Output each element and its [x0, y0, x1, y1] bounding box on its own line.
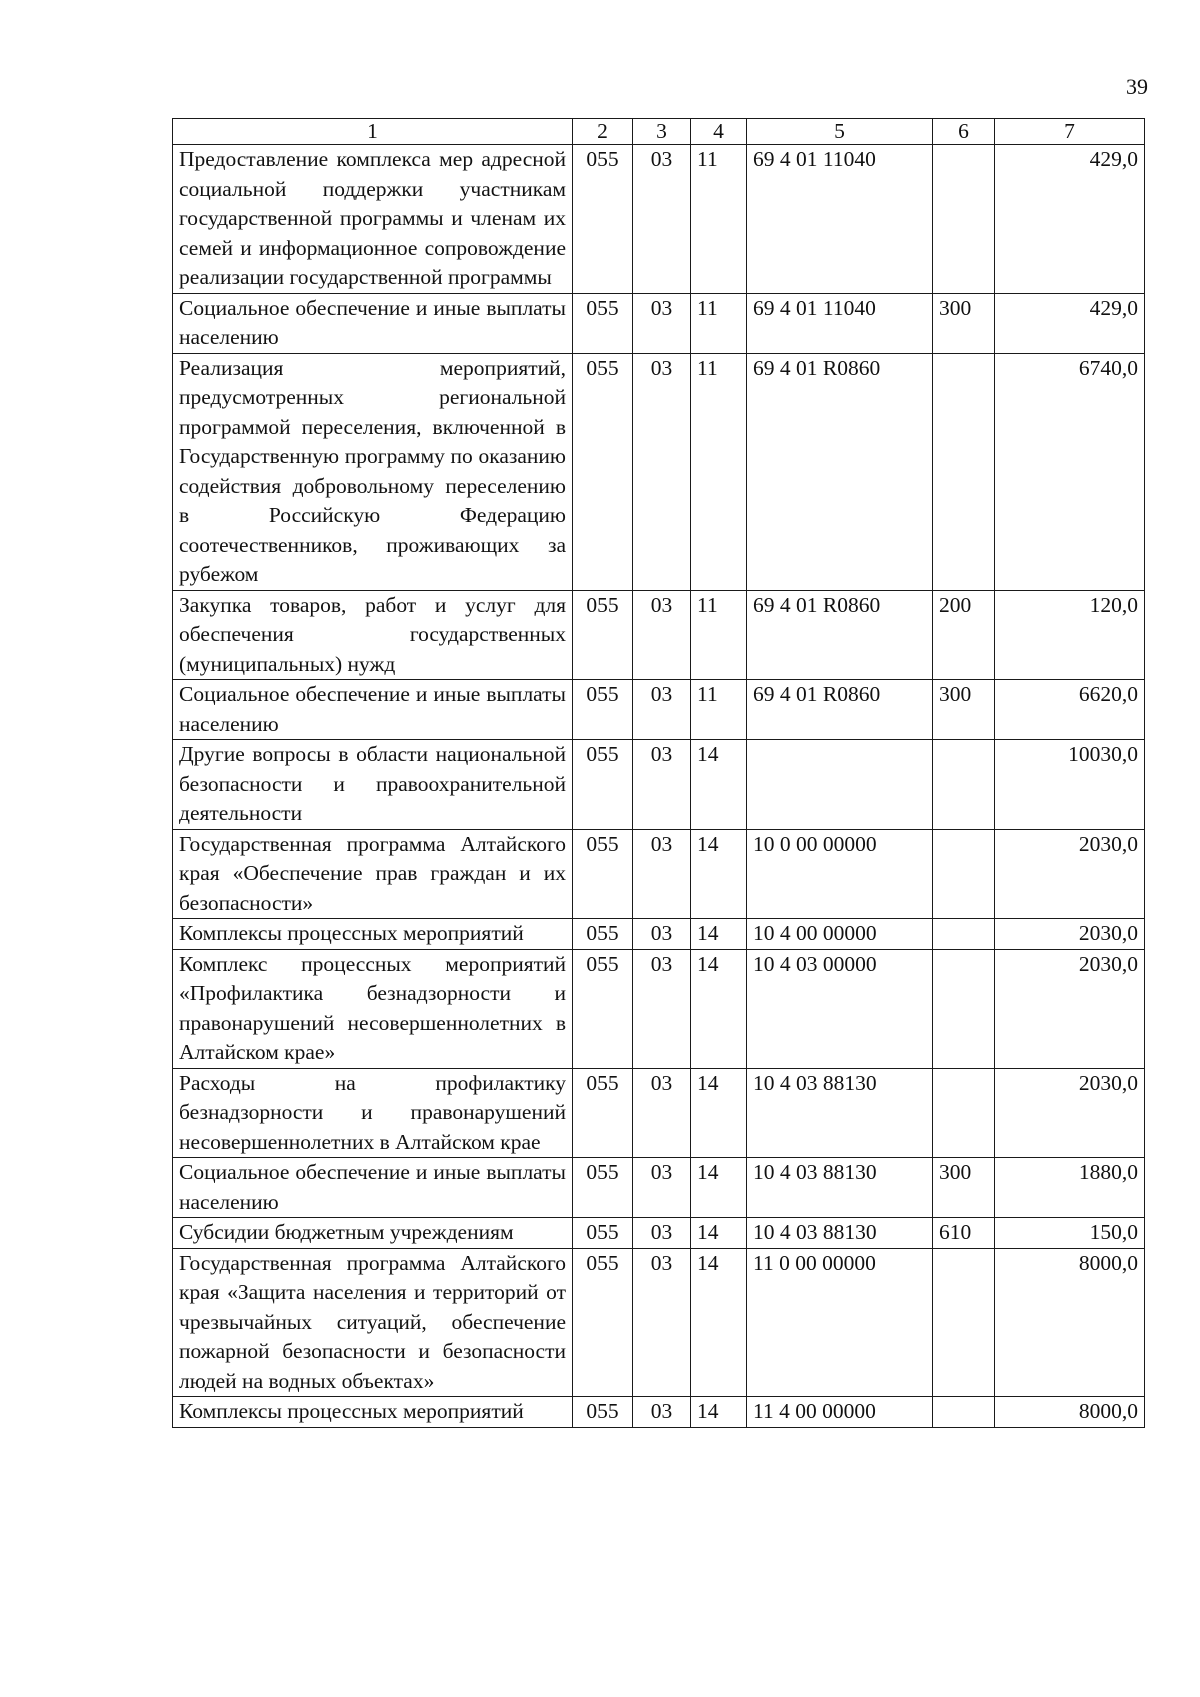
row-subsection: 14 [691, 949, 747, 1068]
row-target-article: 10 4 03 88130 [747, 1218, 933, 1249]
row-expense-type [933, 1068, 995, 1158]
header-col-3: 3 [633, 119, 691, 145]
row-section: 03 [633, 1397, 691, 1428]
header-col-1: 1 [173, 119, 573, 145]
row-ministry-code: 055 [573, 740, 633, 830]
row-subsection: 11 [691, 145, 747, 294]
table-row [173, 590, 1145, 680]
row-section: 03 [633, 145, 691, 294]
row-target-article: 69 4 01 R0860 [747, 353, 933, 590]
table-row [173, 145, 1145, 294]
row-ministry-code: 055 [573, 353, 633, 590]
row-section: 03 [633, 949, 691, 1068]
table-row [173, 353, 1145, 590]
row-name: Комплексы процессных мероприятий [173, 1397, 573, 1428]
header-col-7: 7 [995, 119, 1145, 145]
row-section: 03 [633, 293, 691, 353]
table-row [173, 949, 1145, 1068]
row-subsection: 14 [691, 1218, 747, 1249]
row-ministry-code: 055 [573, 680, 633, 740]
row-section: 03 [633, 680, 691, 740]
header-col-4: 4 [691, 119, 747, 145]
row-expense-type: 300 [933, 680, 995, 740]
row-name: Государственная программа Алтайского края «Обеспечение прав граждан и их безопасности» [173, 829, 573, 919]
row-amount: 2030,0 [995, 949, 1145, 1068]
table-row [173, 293, 1145, 353]
row-expense-type [933, 829, 995, 919]
row-amount: 2030,0 [995, 919, 1145, 950]
table-row [173, 680, 1145, 740]
row-subsection: 14 [691, 829, 747, 919]
row-name: Расходы на профилактику безнадзорности и правонарушений несовершеннолетних в Алтайском крае [173, 1068, 573, 1158]
table-body [173, 145, 1145, 1428]
row-amount: 2030,0 [995, 1068, 1145, 1158]
row-name: Комплекс процессных мероприятий «Профилактика безнадзорности и правонарушений несовершеннолетних в Алтайском крае» [173, 949, 573, 1068]
row-name: Реализация мероприятий, предусмотренных региональной программой переселения, включенной в Государственную программу по оказанию содействия добровольному переселению в Российскую Федерацию соотечественников, проживающих за рубежом [173, 353, 573, 590]
row-ministry-code: 055 [573, 1068, 633, 1158]
row-target-article: 10 0 00 00000 [747, 829, 933, 919]
row-expense-type: 610 [933, 1218, 995, 1249]
header-row [173, 119, 1145, 145]
row-name: Социальное обеспечение и иные выплаты населению [173, 680, 573, 740]
row-target-article: 10 4 00 00000 [747, 919, 933, 950]
row-section: 03 [633, 919, 691, 950]
table-row [173, 1158, 1145, 1218]
header-col-5: 5 [747, 119, 933, 145]
row-ministry-code: 055 [573, 145, 633, 294]
table-row [173, 1068, 1145, 1158]
row-section: 03 [633, 590, 691, 680]
row-section: 03 [633, 740, 691, 830]
row-name: Закупка товаров, работ и услуг для обеспечения государственных (муниципальных) нужд [173, 590, 573, 680]
table-row [173, 1218, 1145, 1249]
row-ministry-code: 055 [573, 1397, 633, 1428]
row-amount: 10030,0 [995, 740, 1145, 830]
row-amount: 120,0 [995, 590, 1145, 680]
row-subsection: 14 [691, 1248, 747, 1397]
row-section: 03 [633, 829, 691, 919]
row-name: Предоставление комплекса мер адресной социальной поддержки участникам государственной программы и членам их семей и информационное сопровождение реализации государственной программы [173, 145, 573, 294]
row-expense-type: 300 [933, 1158, 995, 1218]
row-name: Другие вопросы в области национальной безопасности и правоохранительной деятельности [173, 740, 573, 830]
row-subsection: 14 [691, 1068, 747, 1158]
row-ministry-code: 055 [573, 1218, 633, 1249]
row-name: Социальное обеспечение и иные выплаты населению [173, 293, 573, 353]
row-name: Социальное обеспечение и иные выплаты населению [173, 1158, 573, 1218]
row-amount: 429,0 [995, 293, 1145, 353]
row-expense-type [933, 353, 995, 590]
row-subsection: 11 [691, 680, 747, 740]
row-section: 03 [633, 1158, 691, 1218]
row-amount: 8000,0 [995, 1248, 1145, 1397]
row-target-article: 10 4 03 88130 [747, 1158, 933, 1218]
row-subsection: 14 [691, 740, 747, 830]
row-target-article [747, 740, 933, 830]
row-name: Комплексы процессных мероприятий [173, 919, 573, 950]
row-amount: 6620,0 [995, 680, 1145, 740]
row-amount: 6740,0 [995, 353, 1145, 590]
table-row [173, 829, 1145, 919]
page-number: 39 [1126, 74, 1148, 99]
row-amount: 429,0 [995, 145, 1145, 294]
row-subsection: 11 [691, 353, 747, 590]
row-target-article: 10 4 03 88130 [747, 1068, 933, 1158]
table-row [173, 919, 1145, 950]
row-expense-type [933, 740, 995, 830]
row-ministry-code: 055 [573, 1158, 633, 1218]
row-target-article: 69 4 01 11040 [747, 293, 933, 353]
row-target-article: 69 4 01 R0860 [747, 590, 933, 680]
row-ministry-code: 055 [573, 590, 633, 680]
row-expense-type [933, 1248, 995, 1397]
row-expense-type: 300 [933, 293, 995, 353]
row-name: Субсидии бюджетным учреждениям [173, 1218, 573, 1249]
row-expense-type: 200 [933, 590, 995, 680]
table-row [173, 1248, 1145, 1397]
row-section: 03 [633, 353, 691, 590]
row-target-article: 69 4 01 11040 [747, 145, 933, 294]
row-ministry-code: 055 [573, 919, 633, 950]
row-subsection: 11 [691, 293, 747, 353]
row-section: 03 [633, 1068, 691, 1158]
table-row [173, 740, 1145, 830]
row-amount: 1880,0 [995, 1158, 1145, 1218]
row-subsection: 14 [691, 1397, 747, 1428]
table-header [173, 119, 1145, 145]
row-ministry-code: 055 [573, 949, 633, 1068]
header-col-2: 2 [573, 119, 633, 145]
row-subsection: 14 [691, 919, 747, 950]
row-ministry-code: 055 [573, 1248, 633, 1397]
row-amount: 8000,0 [995, 1397, 1145, 1428]
row-expense-type [933, 145, 995, 294]
table-row [173, 1397, 1145, 1428]
header-col-6: 6 [933, 119, 995, 145]
row-expense-type [933, 949, 995, 1068]
budget-table [172, 118, 1145, 1428]
row-ministry-code: 055 [573, 829, 633, 919]
row-expense-type [933, 1397, 995, 1428]
row-ministry-code: 055 [573, 293, 633, 353]
row-target-article: 10 4 03 00000 [747, 949, 933, 1068]
row-section: 03 [633, 1218, 691, 1249]
row-subsection: 14 [691, 1158, 747, 1218]
row-subsection: 11 [691, 590, 747, 680]
row-section: 03 [633, 1248, 691, 1397]
row-expense-type [933, 919, 995, 950]
row-target-article: 69 4 01 R0860 [747, 680, 933, 740]
row-target-article: 11 4 00 00000 [747, 1397, 933, 1428]
row-target-article: 11 0 00 00000 [747, 1248, 933, 1397]
row-amount: 150,0 [995, 1218, 1145, 1249]
row-name: Государственная программа Алтайского края «Защита населения и территорий от чрезвычайных ситуаций, обеспечение пожарной безопасности и безопасности людей на водных объектах» [173, 1248, 573, 1397]
row-amount: 2030,0 [995, 829, 1145, 919]
